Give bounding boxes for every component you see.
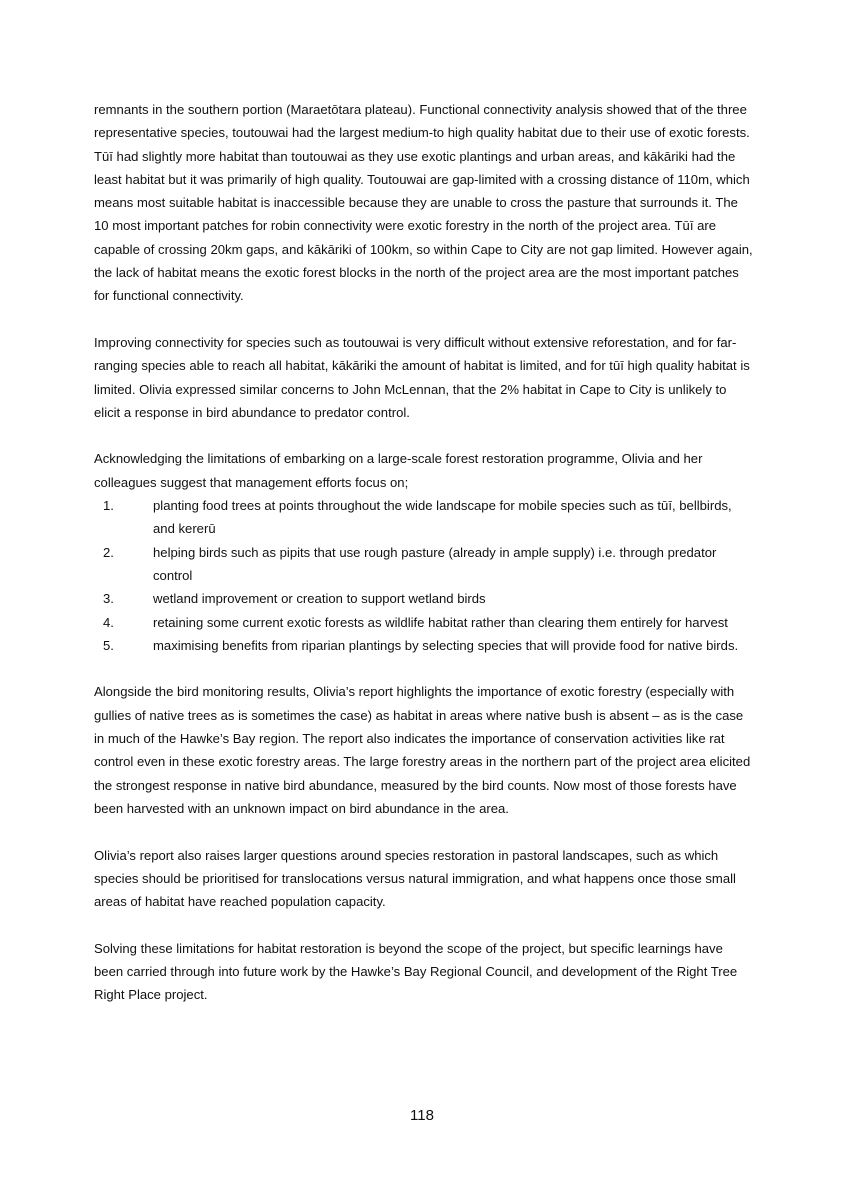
list-item (94, 587, 754, 610)
list-item-number: 2. (103, 544, 114, 560)
management-efforts-list (94, 494, 754, 657)
list-item-text: planting food trees at points throughout the wide landscape for mobile species such as tūī, bellbirds, and kererū (153, 498, 732, 537)
document-body (94, 98, 754, 1030)
list-item (94, 494, 754, 541)
list-item (94, 611, 754, 634)
list-item-number: 3. (103, 591, 114, 607)
list-item-text: retaining some current exotic forests as wildlife habitat rather than clearing them entirely for harvest (153, 614, 728, 630)
page-number: 118 (410, 1107, 434, 1124)
list-item-number: 1. (103, 498, 114, 514)
paragraph-solving-limitations: Solving these limitations for habitat restoration is beyond the scope of the project, but specific learnings have been carried through into future work by the Hawke’s Bay Regional Council, and development of the Right Tree Right Place project. (94, 940, 738, 1003)
paragraph-larger-questions: Olivia’s report also raises larger questions around species restoration in pastoral landscapes, such as which species should be prioritised for translocations versus natural immigration, and what happens once those small areas of habitat have reached population capacity. (94, 847, 736, 910)
list-item-number: 4. (103, 614, 114, 630)
paragraph-bird-monitoring: Alongside the bird monitoring results, Olivia’s report highlights the importance of exotic forestry (especially with gullies of native trees as is sometimes the case) as habitat in areas where native bush is absent – as is the case in much of the Hawke’s Bay region. The report also indicates the importance of conservation activities like rat control even in these exotic forestry areas. The large forestry areas in the northern part of the project area elicited the strongest response in native bird abundance, measured by the bird counts. Now most of those forests have been harvested with an unknown impact on bird abundance in the area. (94, 684, 751, 816)
paragraph-improving-connectivity: Improving connectivity for species such as toutouwai is very difficult without extensive reforestation, and for far-ranging species able to reach all habitat, kākāriki the amount of habitat is limited, and for tūī high quality habitat is limited. Olivia expressed similar concerns to John McLennan, that the 2% habitat in Cape to City is unlikely to elicit a response in bird abundance to predator control. (94, 334, 750, 420)
paragraph-connectivity-analysis: remnants in the southern portion (Maraetōtara plateau). Functional connectivity analysis showed that of the three representative species, toutouwai had the largest medium-to high quality habitat due to their use of exotic forests. Tūī had slightly more habitat than toutouwai as they use exotic plantings and urban areas, and kākāriki had the least habitat but it was primarily of high quality. Toutouwai are gap-limited with a crossing distance of 110m, which means most suitable habitat is inaccessible because they are unable to cross the pasture that surrounds it. The 10 most important patches for robin connectivity were exotic forestry in the north of the project area. Tūī are capable of crossing 20km gaps, and kākāriki of 100km, so within Cape to City are not gap limited. However again, the lack of habitat means the exotic forest blocks in the north of the project area are the most important patches for functional connectivity. (94, 102, 753, 304)
list-item (94, 541, 754, 588)
list-item-text: maximising benefits from riparian plantings by selecting species that will provide food for native birds. (153, 637, 739, 653)
paragraph-management-intro: Acknowledging the limitations of embarking on a large-scale forest restoration programme, Olivia and her colleagues suggest that management efforts focus on; (94, 451, 703, 490)
list-item (94, 634, 754, 657)
list-item-number: 5. (103, 637, 114, 653)
list-item-text: wetland improvement or creation to support wetland birds (153, 591, 486, 607)
list-item-text: helping birds such as pipits that use rough pasture (already in ample supply) i.e. through predator control (153, 544, 717, 583)
